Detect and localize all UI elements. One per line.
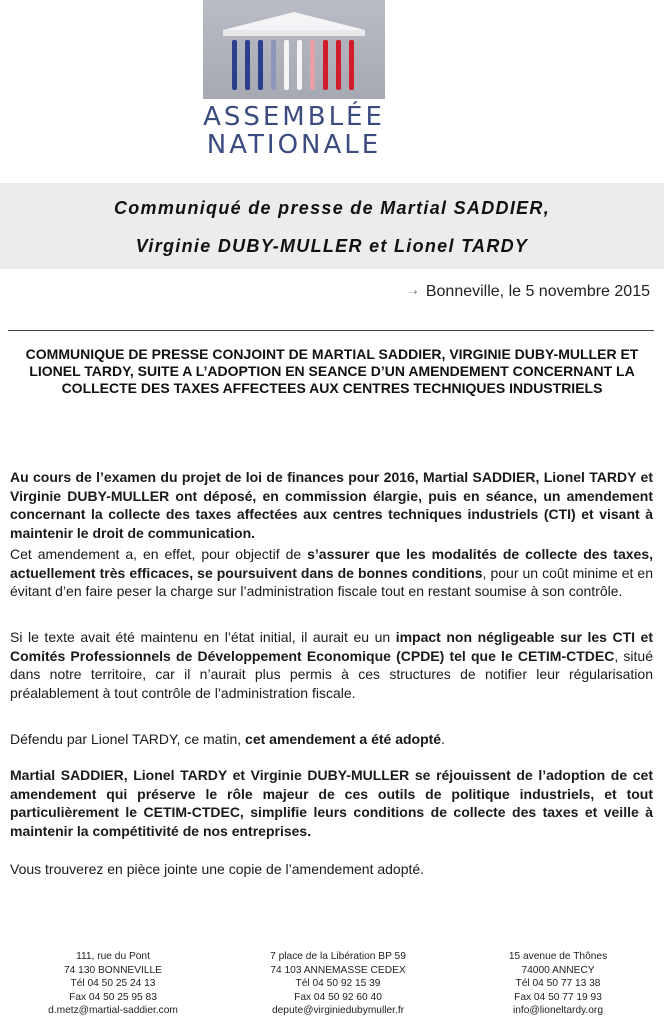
footer-city: 74 103 ANNEMASSE CEDEX <box>270 964 406 976</box>
footer-address: 7 place de la Libération BP 59 <box>270 951 406 962</box>
logo-text-assemblee: ASSEMBLÉE <box>203 102 385 132</box>
footer-email: info@lioneltardy.org <box>512 1005 603 1017</box>
paragraph-3-text-a: Si le texte avait été maintenu en l’état initial, il aurait eu un <box>10 629 396 645</box>
paragraph-3-emphasis: impact non négligeable sur les CTI et Comités Professionnels de Développement Economique (CPDE) tel que le CETIM-CTDEC <box>10 629 654 664</box>
paragraph-4-text-c: . <box>441 731 445 747</box>
paragraph-4-emphasis: cet amendement a été adopté <box>245 731 442 747</box>
date-line <box>408 283 650 301</box>
footer-phone: Tél 04 50 25 24 13 <box>70 978 156 990</box>
paragraph-2-text-a: Cet amendement a, en effet, pour objectif de <box>10 546 308 562</box>
footer-fax: Fax 04 50 77 19 93 <box>514 991 602 1003</box>
paragraph-4-text-a: Défendu par Lionel TARDY, ce matin, <box>10 731 246 747</box>
date-text: Bonneville, le 5 novembre 2015 <box>425 283 650 300</box>
logo-text-nationale: NATIONALE <box>206 130 382 160</box>
paragraph-2 <box>10 545 653 601</box>
header-title-line-2: Virginie DUBY-MULLER et Lionel TARDY <box>135 236 529 256</box>
footer-contact-saddier <box>28 950 198 1018</box>
footer-city: 74000 ANNECY <box>521 964 595 976</box>
footer-contact-tardy <box>468 950 648 1018</box>
hemicycle-emblem-icon <box>203 0 385 99</box>
paragraph-3-text-c: , situé dans notre territoire, car il n’aurait plus permis à ces structures de notifier leur régularisation préalablement à tout contrôle de l’administration fiscale. <box>10 647 653 701</box>
arrow-bullet-icon: ➝ <box>407 285 418 299</box>
paragraph-2-emphasis: s’assurer que les modalités de collecte des taxes, actuellement très efficaces, se poursuivent dans de bonnes conditions <box>10 546 653 581</box>
paragraph-5: Martial SADDIER, Lionel TARDY et Virginie DUBY-MULLER se réjouissent de l’adoption de cet amendement qui préserve le rôle majeur de ces outils de politique industriels, et tout particulièrement le CETIM-CTDEC, simplifie leurs conditions de collecte des taxes et veille à maintenir la compétitivité de nos entreprises. <box>10 767 653 839</box>
divider <box>8 330 654 331</box>
footer-phone: Tél 04 50 92 15 39 <box>295 978 381 990</box>
paragraph-3 <box>10 628 653 702</box>
footer-phone: Tél 04 50 77 13 38 <box>515 978 601 990</box>
press-release-title: COMMUNIQUE DE PRESSE CONJOINT DE MARTIAL SADDIER, VIRGINIE DUBY-MULLER ET LIONEL TARDY, SUITE A L’ADOPTION EN SEANCE D’UN AMENDEMENT CONCERNANT LA COLLECTE DES TAXES AFFECTEES AUX CENTRES TECHNIQUES INDUSTRIELS <box>25 346 639 396</box>
paragraph-6: Vous trouverez en pièce jointe une copie de l’amendement adopté. <box>10 861 425 877</box>
header-title-line-1: Communiqué de presse de Martial SADDIER, <box>113 198 551 218</box>
paragraph-1: Au cours de l’examen du projet de loi de finances pour 2016, Martial SADDIER, Lionel TARDY et Virginie DUBY-MULLER ont déposé, en commission élargie, puis en séance, un amendement concernant la collecte des taxes affectées aux centres techniques industriels (CTI) et visant à maintenir le droit de communication. <box>10 469 653 541</box>
footer-address: 111, rue du Pont <box>76 951 150 962</box>
footer-fax: Fax 04 50 25 95 83 <box>69 991 157 1003</box>
footer-address: 15 avenue de Thônes <box>508 951 608 962</box>
footer-city: 74 130 BONNEVILLE <box>64 964 162 976</box>
paragraph-4 <box>10 730 653 749</box>
assemblee-nationale-logo <box>203 0 385 99</box>
footer-email: depute@virginiedubymuller.fr <box>271 1005 405 1017</box>
footer-fax: Fax 04 50 92 60 40 <box>294 991 382 1003</box>
footer-email: d.metz@martial-saddier.com <box>48 1005 178 1017</box>
paragraph-2-text-c: , pour un coût minime et en évitant d’en faire peser la charge sur l’administration fiscale tout en restant soumise à son contrôle. <box>10 564 653 599</box>
footer-contact-duby-muller <box>238 950 438 1018</box>
